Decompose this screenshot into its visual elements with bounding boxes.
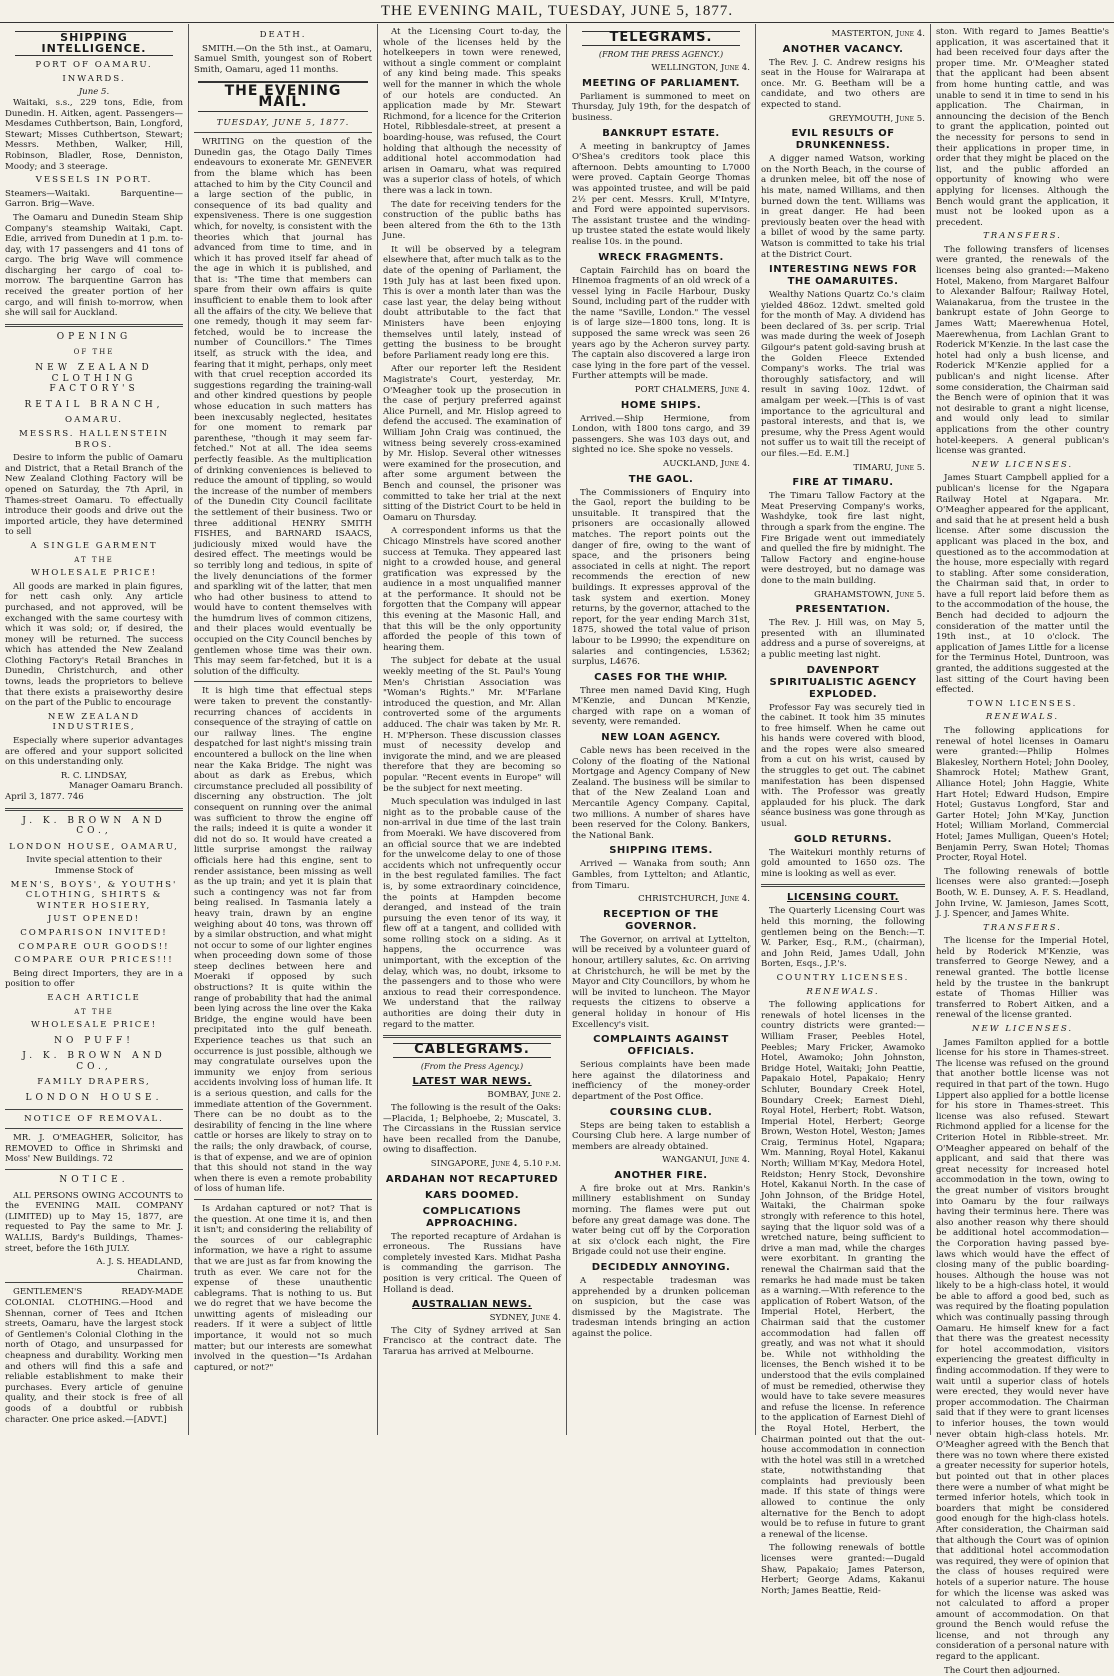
no-puff: NO PUFF! (54, 1035, 134, 1046)
interesting-text: Wealthy Nations Quartz Co.'s claim yielded 486oz. 12dwt. smelted gold for the month of May. A dividend has been declared of 3s. per scrip. Trial was made during the week of Joseph Gilgour's patent gold-saving brush at the Golden Fleece Extended Company's works. The trial was thoroughly satisfactory, and will result in saving 10oz. 12dwt. of amalgam per week.—[This is of vast importance to the agricultural and pastoral interests, and that is, we presume, why the Press Agent would not suffer us to wait till the receipt of our files.—Ed. E.M.] (761, 290, 925, 459)
masterton-dateline: MASTERTON, June 4. (831, 29, 925, 39)
port-heading: PORT OF OAMARU. (35, 60, 153, 71)
brown-heading: J. K. BROWN AND CO., (22, 815, 166, 837)
divider (761, 884, 925, 887)
columns (0, 24, 1114, 1676)
divider (194, 1199, 372, 1200)
chalmers-dateline: PORT CHALMERS, June 4. (634, 385, 750, 396)
reception-text: The Governor, on arrival at Lyttelton, will be received by a volunteer guard of honour, artillery salutes, &c. On arriving at Christchurch, he will be met by the Mayor and City Councillors, by whom he will be invited to luncheon. The Mayor requests the citizens to observe a general holiday in honour of His Excellency's visit. (572, 934, 750, 1030)
kars-heading: KARS DOOMED. (424, 1189, 520, 1201)
column-4 (567, 24, 756, 1435)
evil-text: A digger named Watson, working on the North Beach, in the course of a drunken melee, bit off the nose of his mate, named Williams, and then burned down the tent. Williams was in great danger. He had been previously beaten over the head with a billet of wood by the same party. Watson is committed to take his trial at the District Court. (761, 154, 925, 260)
davenport-text: Professor Fay was securely tied in the cabinet. It took him 35 minutes to free himself. When he came out his hands were covered with blood, and the ropes were also smeared from a cut on his wrist, caused by the struggles to get out. The cabinet manifestation has been dispensed with. The Professor was greatly applauded for his pluck. The dark séance business was gone through as usual. (761, 702, 925, 830)
family-drapers: FAMILY DRAPERS, (37, 1077, 151, 1088)
annoying-heading: DECIDEDLY ANNOYING. (591, 1262, 731, 1274)
complications-heading: COMPLICATIONS APPROACHING. (422, 1205, 522, 1229)
vessels-text: Steamers—Waitaki. Barquentine—Garron. Brig—Wave. (5, 188, 183, 210)
hallenstein-heading: MESSRS. HALLENSTEIN BROS. (19, 429, 169, 450)
mens-boys: MEN'S, BOYS', & YOUTHS' CLOTHING, SHIRTS & WINTER HOSIERY, (10, 879, 178, 911)
continued-text: ston. With regard to James Beattie's application, it was ascertained that it had been received four days after the proper time. Mr. O'Meagher stated that the applicant had been absent from home hunting cattle, and was unable to send it in time to send in his application. The Chairman, in announcing the decision of the Bench to grant the application, pointed out the necessity for persons to send in their applications in proper time, in order that they might be placed on the list, and the public afforded an opportunity of knowing who were applying for licenses. Although the Bench would grant the application, it must not be looked upon as a precedent. (936, 27, 1109, 228)
town-renewals-text: The following applications for renewal of hotel licenses in Oamaru were granted:—Philip Holmes Blakesley, Northern Hotel; John Dooley, Shamrock Hotel; Mathew Grant, Alliance Hotel; John Haggie, White Hart Hotel; Edward Hudson, Empire Hotel; Gustavus Longford, Star and Garter Hotel; John M'Kay, Junction Hotel; William Morland, Commercial Hotel; James Mulligan, Queen's Hotel; Benjamin Perry, Swan Hotel; Thomas Procter, Royal Hotel. (936, 726, 1109, 864)
nz-industries: NEW ZEALAND INDUSTRIES, (47, 711, 141, 733)
compare-prices: COMPARE OUR PRICES!!! (14, 955, 174, 966)
town-bottle-text: The following renewals of bottle licenses were also granted:—Joseph Booth, W. E. Dunsey, A. F. S. Headland, John Irvine, W. Jamieson, James Scott, J. J. Spencer, and James White. (936, 866, 1109, 920)
court-paragraph: After our reporter left the Resident Magistrate's Court, yesterday, Mr. O'Meagher took up the prosecution in the case of perjury preferred against Alice Purnell, and Mr. Hislop agreed to defend the accused. The examination of William John Craig was continued, the witness being severely cross-examined by Mr. Hislop. Several other witnesses were examined for the prosecution, and after some argument between the Bench and counsel, the prisoner was committed to take her trial at the next sitting of the District Court to be held in Oamaru on Thursday. (383, 364, 561, 523)
death-heading: DEATH. (259, 30, 307, 40)
transfers-text: The following transfers of licenses were granted, the renewals of the licenses being also granted:—Makeno Hotel, Makeno, from Margaret Balfour to Alexander Balfour; Railway Hotel, Waianakarua, from the trustee in the bankrupt estate of John George to James Watt; Maerewhenua Hotel, Maerewhenua, from Lachlan Grant to Roderick M'Kenzie. In the last case the hotel had only a bush license, and Roderick M'Kenzie applied for a publican's and night license. After some consideration, the Chairman said the Bench were of opinion that it was not desirable to grant a night license, and would only lead to similar applications from the other country hotel-keepers. A general publican's license was granted. (936, 244, 1109, 457)
opening-heading: OPENING (56, 331, 132, 342)
interesting-heading: INTERESTING NEWS FOR THE OAMARUITES. (768, 264, 918, 288)
grahamstown-dateline: GRAHAMSTOWN, June 5. (813, 589, 925, 600)
editorial-gas: WRITING on the question of the Dunedin gas, the Otago Daily Times endeavours to exonerate Mr. GENEVER from the blame which has been attached to him by the City Council and a large section of the public, in consequence of its bad quality and expensiveness. There is one suggestion which, for novelty, is consistent with the theories which that journal has advanced from time to time, and in which it has proved itself far ahead of the age in which it is published, and that is: "The time that members can spare from their own affairs is quite insufficient to enable them to look after all the affairs of the city. We believe that one remedy, though it may seem far-fetched, would be to increase the number of Councillors." The Times itself, as struck with the idea, and fearing that it might, perhaps, only meet with that cruel reception accorded its suggestions regarding the training-wall and other kindred questions by people whose education in such matters has been inexcusably neglected, hesitates for one moment to remark par parenthese, "though it may seem far-fetched." Not at all. The idea seems perfectly feasible. As the multiplication of drinking conveniences is believed to reduce the amount of tippling, so would the increase of the number of members of the Dunedin City Council facilitate the settlement of their business. Two or three additional HENRY SMITH FISHES, and BARNARD ISAACS, judiciously mixed would have the desired effect. The meetings would be so terribly long and tedious, in spite of the lively denunciations of the former and sparkling wit of the latter, that men who had other business to attend to would have to content themselves with the humdrum lives of common citizens, and their places would eventually be occupied on the City Council benches by gentlemen whose time was their own. This may seem far-fetched, but it is a solution of the difficulty. (194, 137, 372, 677)
masthead: THE EVENING MAIL, TUESDAY, JUNE 5, 1877. (0, 0, 1114, 23)
nz-clothing: NEW ZEALAND CLOTHING FACTORY'S (35, 363, 153, 395)
hallenstein-text-3: Especially where superior advantages are offered and your support solicited on this understanding only. (5, 736, 183, 768)
reception-heading: RECEPTION OF THE GOVERNOR. (603, 908, 719, 932)
sydney-text: The City of Sydney arrived at San Francisco at the contract date. The Tararua has arrived at Melbourne. (383, 1325, 561, 1357)
town-renewals-heading: RENEWALS. (985, 712, 1060, 723)
telegrams-heading: TELEGRAMS. (582, 31, 740, 46)
divider (5, 1128, 183, 1129)
home-ships-heading: HOME SHIPS. (620, 399, 702, 411)
vacancy-text: The Rev. J. C. Andrew resigns his seat in the House for Wairarapa at once. Mr. G. Beetham will be a candidate, and two others are expected to stand. (761, 57, 925, 110)
brown-text-2: Being direct Importers, they are in a position to offer (5, 968, 183, 990)
wholesale-price: WHOLESALE PRICE! (30, 568, 158, 579)
transfers-heading: TRANSFERS. (983, 231, 1062, 242)
single-garment: A SINGLE GARMENT (30, 540, 158, 551)
renewals-text: The following applications for renewals of hotel licenses in the country districts were granted:—William Fraser, Peebles Hotel, Peebles; Mary Fricker, Awamoko Hotel, Awamoko; John Johnston, Bridge Hotel, Waitaki; John Peattie, Papakaio Hotel, Papakaio; Henry Schluter, Boundary Creek Hotel, Boundary Creek; Earnest Diehl, Royal Hotel, Herbert; Robt. Watson, Imperial Hotel, Herbert; George Brown, Weston Hotel, Weston; James Craig, Terminus Hotel, Ngapara; Wm. Manning, Royal Hotel, Kakanui North; William M'Kay, Medora Hotel, Reidston; Henry Stock, Devonshire Hotel, Kakanui North. In the case of John Johnson, of the Bridge Hotel, Waitaki, the Chairman spoke strongly with reference to this hotel, saying that the liquor sold was of a wretched nature, being sufficient to drive a man mad, while the charges were exorbitant. In granting the renewal the Chairman said that the remarks he had made must be taken as a warning.—With reference to the application of Robert Watson, of the Imperial Hotel, Herbert, the Chairman said that the customer accommodation had fallen off greatly, and was not what it should be. While not withholding the licenses, the Bench wished it to be understood that the evils complained of must be remedied, otherwise they would have to take severe measures and refuse the license. In reference to the application of Earnest Diehl of the Royal Hotel, Herbert, the Chairman pointed out that the out-house accommodation in connection with the hotel was still in a wretched state, notwithstanding that complaints had previously been made. If this state of things were allowed to continue the only alternative for the Bench to adopt would be to refuse in future to grant a renewal of the license. (761, 1000, 925, 1540)
coursing-text: Steps are being taken to establish a Coursing Club here. A large number of members are already obtained. (572, 1120, 750, 1152)
town-licenses-heading: TOWN LICENSES. (967, 698, 1078, 709)
singapore-text: The reported recapture of Ardahan is erroneous. The Russians have completely invested Kars. Midhat Pasha is commanding the garrison. The position is very critical. The Queen of Holland is dead. (383, 1231, 561, 1295)
at-the-2: AT THE (74, 1007, 114, 1016)
gold-heading: GOLD RETURNS. (794, 833, 892, 845)
divider (5, 1169, 183, 1170)
cablegrams-heading: CABLEGRAMS. (393, 1043, 551, 1058)
licensing-paragraph: At the Licensing Court to-day, the whole of the licenses held by the hotelkeepers in town were renewed, without a single comment or complaint of any kind being made. This speaks well for the manner in which the whole of our hotels are conducted. An application made by Mr. Stewart Richmond, for a licence for the Criterion Hotel, Ribblesdale-street, at present a boarding-house, was refused, the Court holding that although the necessity of additional hotel accommodation had arisen in Oamaru, what was required was a superior class of hotels, of which there was a lack in town. (383, 27, 561, 196)
parliament-text: Parliament is summoned to meet on Thursday, July 19th, for the despatch of business. (572, 91, 750, 123)
brown-heading-2: J. K. BROWN AND CO., (22, 1051, 166, 1072)
new-licenses-heading: NEW LICENSES. (971, 459, 1074, 470)
christchurch-dateline: CHRISTCHURCH, June 4. (638, 894, 750, 905)
wholesale-price-2: WHOLESALE PRICE! (30, 1020, 158, 1031)
gaol-heading: THE GAOL. (628, 473, 694, 485)
transfers-heading-2: TRANSFERS. (983, 922, 1062, 933)
column-5 (756, 24, 931, 1596)
licensing-court-heading: LICENSING COURT. (787, 892, 899, 904)
column-1 (0, 24, 189, 1435)
lindsay: R. C. LINDSAY, (60, 770, 128, 781)
death-notice: SMITH.—On the 5th inst., at Oamaru, Samuel Smith, youngest son of Robert Smith, Oamaru, aged 11 months. (194, 43, 372, 75)
tel-agency: (FROM THE PRESS AGENCY.) (598, 49, 724, 59)
divider (194, 132, 372, 133)
sydney-dateline: SYDNEY, June 4. (489, 1313, 561, 1324)
loan-text: Cable news has been received in the Colony of the floating of the National Mortgage and Agency Company of New Zealand. The business will be similar to that of the New Zealand Loan and Mercantile Agency Company. Capital, two millions. A number of shares have been reserved for the Colony. Bankers, the National Bank. (572, 746, 750, 841)
inwards-heading: INWARDS. (62, 73, 126, 84)
divider (5, 324, 183, 327)
gaol-text: The Commissioners of Enquiry into the Gaol, report the building to be unsuitable. It transpired that the prisoners are occasionally allowed matches. The report points out the danger of fire, owing to the want of space, and the prisoners being associated in cells at night. The report recommends the erection of new buildings. It expresses approval of the task system and exertion. Money returns, by the governor, attached to the report, for the year ending March 31st, 1875, showed the total value of prison labour to be L9990; the expenditure on salaries and contingencies, L5362; surplus, L4676. (572, 487, 750, 668)
divider (5, 1282, 183, 1283)
country-licenses: COUNTRY LICENSES. (776, 972, 910, 983)
london-house: LONDON HOUSE, OAMARU, (9, 841, 179, 852)
oamaru-label: OAMARU. (65, 415, 123, 426)
annoying-text: A respectable tradesman was apprehended by a drunken policeman on suspicion, but the case was dismissed by the Magistrate. The tradesman intends bringing an action against the police. (572, 1276, 750, 1339)
presentation-heading: PRESENTATION. (795, 604, 891, 616)
divider (5, 1109, 183, 1110)
editorial-railway: It is high time that effectual steps were taken to prevent the constantly-recurring chances of accidents in consequence of the straying of cattle on our railway lines. The engine despatched for last night's missing train encountered a bullock on the line when near the Kaka Bridge. The night was about as dark as Erebus, which circumstance precluded all possibility of discerning any obstruction. The jolt consequent on running over the animal was sufficient to throw the engine off the rails; indeed it is quite a wonder it did not do so. It would have created a little surprise amongst the railway officials here had this engine, sent to render assistance, been missing as well as the up train; and yet it is plain that such a contingency was not far from being realised. In Tasmania lately a heavy train, drawn by an engine weighing about 40 tons, was thrown off by a similar obstruction, and what might not occur to some of our lighter engines when proceeding down some of those steep declines between here and Moeraki if opposed by such obstructions? It is quite within the range of probability that had the animal been lying across the line over the Kaka Bridge, the engine would have been precipitated into the gulf beneath. Experience teaches us that such an occurrence is just possible, although we may congratulate ourselves upon the immunity we enjoy from serious accidents involving loss of human life. It is a serious question, and calls for the immediate attention of the Government. There can be no doubt as to the desirability of fencing in the line where cattle or horses are likely to stray on to the rails; the only drawback, of course, is that of expense, and we are of opinion that this should not stand in the way when there is even a remote probability of loss of human life. (194, 686, 372, 1195)
vessels-heading: VESSELS IN PORT. (35, 175, 153, 186)
wanganui-dateline: WANGANUI, June 4. (662, 1155, 750, 1166)
paper-title: THE EVENING MAIL. (198, 81, 368, 111)
divider (383, 1035, 561, 1038)
new-licenses-text: James Stuart Campbell applied for a publican's license for the Ngapara Railway Hotel at Ngapara. Mr. O'Meagher appeared for the applicant, and said that he at present held a bush license. After some discussion the applicant was placed in the box, and questioned as to the accommodation at the house, more especially with regard to stabling. After some consideration, the Chairman said that, in order to have a full report laid before them as to the accommodation of the house, the Bench had decided to adjourn the consideration of the matter until the 19th inst., at 10 o'clock. The application of James Little for a license for the Terminus Hotel, Duntroon, was granted, the additions suggested at the last sitting of the Court having been effected. (936, 473, 1109, 696)
latest-war-heading: LATEST WAR NEWS. (412, 1076, 532, 1088)
timaru-heading: FIRE AT TIMARU. (792, 477, 894, 489)
auckland-dateline: AUCKLAND, June 4. (663, 459, 750, 469)
imperial-text: The license for the Imperial Hotel, held by Roderick M'Kenzie, was transferred to George Newey, and a renewal granted. The bottle license held by the trustee in the bankrupt estate of Thomas Hillier was transferred to Robert Aitken, and a renewal of the license granted. (936, 936, 1109, 1021)
home-ships-text: Arrived.—Ship Hermione, from London, with 1800 tons cargo, and 39 passengers. She was 103 days out, and sighted no ice. She spoke no vessels. (572, 413, 750, 456)
wreck-text: Captain Fairchild has on board the Hinemoa fragments of an old wreck of a vessel lying in Facile Harbour, Dusky Sound, including part of the rudder with the name "Saville, London." The vessel is of large size—1800 tons, long. It is supposed the same wreck was seen 26 years ago by the Acheron survey party. The captain also discovered a large iron case lying in the fore part of the vessel. Further attempts will be made. (572, 265, 750, 382)
greymouth-dateline: GREYMOUTH, June 5. (828, 113, 925, 124)
removal-heading: NOTICE OF REMOVAL. (24, 1113, 164, 1124)
april-date: April 3, 1877. 746 (5, 792, 84, 802)
court-adjourned: The Court then adjourned. (944, 1665, 1060, 1676)
hallenstein-text: Desire to inform the public of Oamaru and District, that a Retail Branch of the New Zealand Clothing Factory will be opened on Saturday, the 7th April, in Thames-street Oamaru. To effectually introduce their goods and drive out the imported article, they have determined to sell (5, 453, 183, 538)
divider (5, 808, 183, 811)
london-house-2: LONDON HOUSE. (25, 1093, 163, 1104)
each-article: EACH ARTICLE (47, 992, 141, 1003)
train-paragraph: Much speculation was indulged in last night as to the probable cause of the non-arrival in due time of the last train from Moeraki. We have discovered from an official source that we are indebted for the unwelcome delay to one of those accidents which not unfrequently occur in the best regulated families. The fact is, by some extraordinary coincidence, the points at Hampden become deranged, and instead of the train pursuing the even tenor of its way, it flew off at a tangent, and collided with some rolling stock on a siding. As it happens, the occurrence was unimportant, with the exception of the delay, which was, no doubt, irksome to the passengers and to those who were anxious to read their correspondence. We understand that the railway authorities are doing their duty in regard to the matter. (383, 797, 561, 1030)
manager: Manager Oamaru Branch. (69, 781, 183, 792)
cable-agency: (From the Press Agency.) (420, 1061, 524, 1071)
compare-goods: COMPARE OUR GOODS!! (18, 941, 170, 952)
omeagher-notice: MR. J. O'MEAGHER, Solicitor, has REMOVED to Office in Shrimski and Moss' New Buildings. 72 (5, 1133, 183, 1165)
bankrupt-text: A meeting in bankruptcy of James O'Shea's creditors took place this afternoon. Debts amounting to L7000 were proved. Captain George Thomas was appointed trustee, and will be paid 2½ per cent. Messrs. Krull, M'Intyre, and Ford were appointed supervisors. The assistant trustee and the winding-up trustee stated the estate would likely realise 10s. in the pound. (572, 141, 750, 247)
whip-heading: CASES FOR THE WHIP. (594, 671, 728, 683)
divider (194, 681, 372, 682)
hallenstein-text-2: All goods are marked in plain figures, for nett cash only. Any article purchased, and not approved, will be exchanged with the same courtesy with which it was sold; or, if desired, the money will be returned. The success which has attended the New Zealand Clothing Factory's Retail Branches in Dunedin, Christchurch, and other towns, leads the proprietors to believe that there exists a praiseworthy desire on the part of the Public to encourage (5, 581, 183, 709)
column-3 (378, 24, 567, 1435)
wreck-heading: WRECK FRAGMENTS. (598, 251, 724, 263)
complaints-heading: COMPLAINTS AGAINST OFFICIALS. (593, 1034, 729, 1058)
debate-paragraph: The subject for debate at the usual weekly meeting of the St. Paul's Young Men's Christian Association was "Woman's Rights." Mr. M'Farlane introduced the question, and Mr. Allan controverted some of the arguments adduced. The chair was taken by Mr. R. H. M'Pherson. These discussion classes must of necessity develop and invigorate the mind, and we are pleased therefore that they are becoming so popular. "Recent events in Europe" will be the subject for next meeting. (383, 656, 561, 794)
headland: A. J. S. HEADLAND, (96, 1257, 183, 1268)
davenport-heading: DAVENPORT SPIRITUALISTIC AGENCY EXPLODED. (769, 664, 917, 700)
final-text: James Familton applied for a bottle license for his store in Thames-street. The license was refused on the ground that another bottle license was not required in that part of the town. Hugo Lippert also applied for a bottle license for his store in Thames-street. This license was also refused. Stewart Richmond applied for a license for the Criterion Hotel in Ribble-street. Mr. O'Meagher appeared on behalf of the applicant, and said that there was great necessity for increased hotel accommodation in the town, owing to the great number of visitors brought into Oamaru by the four railways having their terminus here. There was also another reason why there should be additional hotel accommodation—the Corporation having passed bye-laws which would have the effect of closing many of the public boarding-houses. Although the house was not likely to be a high-class hotel, it would be able to afford a good bed, such as was required by the floating population which was continually passing through Oamaru. He himself knew for a fact that there was the greatest necessity for hotel accommodation, visitors experiencing the greatest difficulty in finding accommodation. If they were to wait until a superior class of hotels were erected, they would never have proper accommodation. The Chairman said that if they were to grant licenses to inferior houses, the town would never obtain high-class hotels. Mr. O'Meagher agreed with the Bench that there was no town where there existed a greater necessity for superior hotels, but pointed out that in other places there were a number of what might be termed inferior hotels, which took in boarders that might be considered good enough for the high-class hotels. After consideration, the Chairman said that although the Court was of opinion that additional hotel accommodation was required, they were of opinion that the class of houses required were hotels of a superior nature. The house for which the license was asked was not calculated to afford a proper amount of accommodation. On that ground the Bench would refuse the license, and not through any consideration of a personal nature with regard to the applicant. (936, 1037, 1109, 1663)
notice-text: ALL PERSONS OWING ACCOUNTS to the EVENING MAIL COMPANY (LIMITED) up to May 15, 1877, are requested to Pay the same to Mr. J. WALLIS, Bardy's Buildings, Thames-street, before the 16th JULY. (5, 1190, 183, 1254)
comparison: COMPARISON INVITED! (20, 927, 168, 938)
parliament-heading: MEETING OF PARLIAMENT. (582, 77, 740, 89)
coursing-heading: COURSING CLUB. (609, 1106, 713, 1118)
timaru-text: The Timaru Tallow Factory at the Meat Preserving Company's works, Washdyke, took fire last night, through a spark from the engine. The Fire Brigade went out immediately and quelled the fire by midnight. The Tallow Factory and engine-house were destroyed, but no damage was done to the main building. (761, 491, 925, 586)
minstrels-paragraph: A correspondent informs us that the Chicago Minstrels have scored another success at Temuka. They appeared last night to a crowded house, and general gratification was expressed by the audience in a most unqualified manner at the performance. It should not be forgotten that the Company will appear this evening at the Masonic Hall, and that this will be the only opportunity afforded the people of this town of hearing them. (383, 526, 561, 653)
renewals-heading: RENEWALS. (806, 986, 880, 997)
ardahan-heading: ARDAHAN NOT RECAPTURED (385, 1173, 559, 1185)
bankrupt-heading: BANKRUPT ESTATE. (602, 127, 720, 139)
column-2 (189, 24, 378, 1435)
paper-date: TUESDAY, JUNE 5, 1877. (216, 117, 350, 128)
whip-text: Three men named David King, Hugh M'Kenzie, and Duncan M'Kenzie, charged with rape on a woman of seventy, were remanded. (572, 685, 750, 728)
shipping-heading: SHIPPING INTELLIGENCE. (15, 31, 173, 56)
fire-text: A fire broke out at Mrs. Rankin's millinery establishment on Sunday morning. The flames were put out before any great damage was done. The water being cut off by the Corporation at six o'clock each night, the Fire Brigade could not use their engine. (572, 1183, 750, 1258)
new-licenses-heading-2: NEW LICENSES. (971, 1024, 1074, 1035)
bottle-renewals-text: The following renewals of bottle licenses were granted:—Dugald Shaw, Papakaio; James Paterson, Herbert; George Adams, Kakanui North; James Beattie, Reid- (761, 1543, 925, 1596)
tender-paragraph: The date for receiving tenders for the construction of the public baths has been altered from the 6th to the 13th June. (383, 199, 561, 242)
wellington-dateline: WELLINGTON, June 4. (651, 63, 750, 74)
singapore-dateline: SINGAPORE, June 4, 5.10 p.m. (430, 1158, 561, 1169)
notice-heading: NOTICE. (59, 1175, 129, 1186)
timaru-dateline: TIMARU, June 5. (853, 462, 925, 473)
oaks-text: The following is the result of the Oaks:—Placida, 1; Belphoebe, 2; Muscatel, 3. The Circassians in the Russian service have been recalled from the Danube, owing to disaffection. (383, 1103, 561, 1156)
australian-heading: AUSTRALIAN NEWS. (412, 1299, 532, 1311)
vacancy-heading: ANOTHER VACANCY. (782, 43, 904, 55)
inwards-date: June 5. (78, 87, 110, 98)
editorial-ardahan: Is Ardahan captured or not? That is the question. At one time it is, and then it isn't; and considering the reliability of the sources of our cablegraphic information, we have a right to assume that we are just as far from knowing the truth as ever. We care not for the expense of these unauthentic cablegrams. That is nothing to us. But we do regret that we have become the unwitting agents of misleading our readers. If it were a subject of little importance, it would not so much matter; but our interests are somewhat involved in the question—"Is Ardahan captured, or not?" (194, 1203, 372, 1373)
gold-text: The Waitekuri monthly returns of gold amounted to 1650 ozs. The mine is looking as well as ever. (761, 847, 925, 879)
chairman: Chairman. (137, 1267, 183, 1278)
gentlemen-advert: GENTLEMEN'S READY-MADE COLONIAL CLOTHING.—Hood and Shennan, corner of Tees and Itchen streets, Oamaru, have the largest stock of Gentlemen's Colonial Clothing in the north of Otago, and unsurpassed for cheapness and durability. Working men and others will find this a safe and reliable establishment to make their purchases. Every article of genuine quality, and their stock is free of all goods of a doubtful or rubbish character. One price asked.—[ADVT.] (5, 1287, 183, 1425)
presentation-text: The Rev. J. Hill was, on May 5, presented with an illuminated address and a purse of sovereigns, at a public meeting last night. (761, 618, 925, 660)
shipping-items-heading: SHIPPING ITEMS. (609, 845, 713, 857)
parliament-paragraph: It will be observed by a telegram elsewhere that, after much talk as to the date of the opening of Parliament, the 19th July has at last been fixed upon. This is over a month later than was the case last year, the delay being without doubt attributable to the fact that Ministers have been enjoying themselves until lately, instead of getting the business to be brought before Parliament ready long ere this. (383, 244, 561, 361)
column-6 (931, 24, 1114, 1676)
complaints-text: Serious complaints have been made here against the dilatoriness and inefficiency of the money-order department of the Post Office. (572, 1060, 750, 1102)
retail-branch: RETAIL BRANCH, (24, 399, 164, 410)
bombay-dateline: BOMBAY, June 2. (487, 1090, 561, 1101)
at-the: AT THE (74, 555, 114, 564)
just-opened: JUST OPENED! (47, 914, 141, 925)
shipping-items-text: Arrived — Wanaka from south; Ann Gambles, from Lyttelton; and Atlantic, from Timaru. (572, 859, 750, 891)
evil-heading: EVIL RESULTS OF DRUNKENNESS. (791, 128, 895, 152)
brown-text: Invite special attention to their Immense Stock of (26, 855, 162, 876)
licensing-court-text: The Quarterly Licensing Court was held this morning, the following gentlemen being on the Bench:—T. W. Parker, Esq., R.M., (chairman), and John Reid, James Udall, John Borten, Esqs., J.P.'s. (761, 906, 925, 970)
fire-heading: ANOTHER FIRE. (614, 1169, 708, 1181)
of-the: OF THE (73, 348, 115, 357)
loan-heading: NEW LOAN AGENCY. (601, 732, 721, 744)
inwards-text: Waitaki, s.s., 229 tons, Edie, from Dunedin. H. Aitken, agent. Passengers—Mesdames Cuthbertson, Bain, Longford, Stewart; Misses Cuthbertson, Stewart; Messrs. Methben, Walker, Hill, Robinson, Bladler, Rose, Denniston, Moody; and 3 steerage. (5, 97, 183, 172)
shipping-note: The Oamaru and Dunedin Steam Ship Company's steamship Waitaki, Capt. Edie, arrived from Dunedin at 1 p.m. to-day, with 17 passengers and 41 tons of cargo. The brig Wave will commence discharging her cargo of coal to-morrow. The barquentine Garron has received the greater portion of her cargo, and will finish to-morrow, when she will sail for Auckland. (5, 212, 183, 319)
